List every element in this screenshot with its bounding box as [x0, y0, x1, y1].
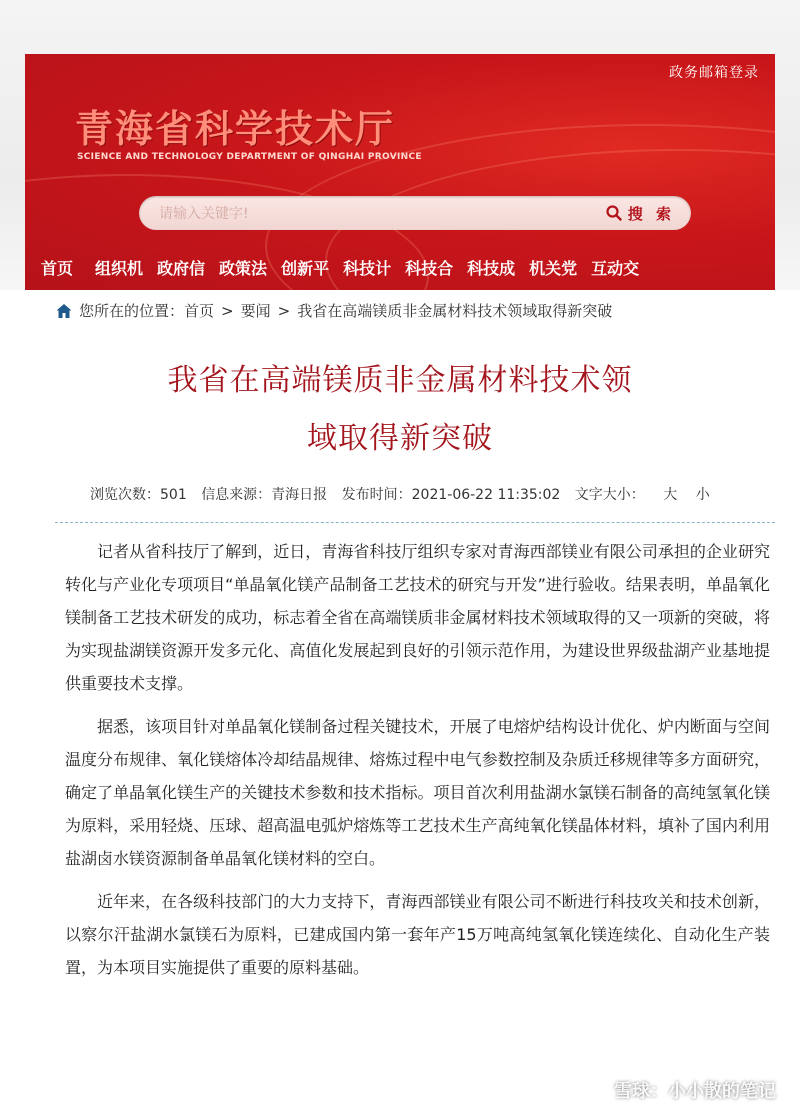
article-meta — [90, 484, 720, 504]
watermark — [586, 1077, 776, 1103]
site-title[interactable]: 青海省科学技术厅 — [75, 106, 396, 151]
publish-time: 发布时间：2021-06-22 11:35:02 — [341, 487, 561, 503]
home-icon — [55, 302, 73, 320]
breadcrumb — [55, 300, 612, 321]
nav-item-policy[interactable]: 政策法 — [219, 258, 268, 278]
breadcrumb-news-link[interactable]: 要闻 — [240, 302, 271, 320]
search-button[interactable] — [606, 202, 675, 224]
font-size-label: 文字大小： — [574, 487, 645, 503]
article-title-line: 我省在高端镁质非金属材料技术领 — [167, 363, 633, 398]
search-bar — [139, 196, 691, 230]
font-size-small-button[interactable]: 小 — [695, 487, 710, 503]
article-paragraph: 记者从省科技厅了解到，近日，青海省科技厅组织专家对青海西部镁业有限公司承担的企业研究转化与产业化专项项目“单晶氧化镁产品制备工艺技术的研究与开发”进行验收。结果表明，单晶氧化镁制备工艺技术研发的成功，标志着全省在高端镁质非金属材料技术领域取得的又一项新的突破，将为实现盐湖镁资源开发多元化、高值化发展起到良好的引领示范作用，为建设世界级盐湖产业基地提供重要技术支撑。 — [65, 542, 770, 693]
site-subtitle: SCIENCE AND TECHNOLOGY DEPARTMENT OF QINGHAI PROVINCE — [77, 152, 422, 162]
view-count: 浏览次数：501 — [90, 487, 187, 503]
nav-item-tech-achievement[interactable]: 科技成 — [467, 258, 516, 278]
site-header-banner — [25, 54, 775, 290]
article-body — [65, 535, 770, 994]
breadcrumb-separator: > — [277, 301, 291, 320]
breadcrumb-home-link[interactable]: 首页 — [184, 302, 215, 320]
watermark-text: 雪球：小小散的笔记 — [614, 1081, 776, 1102]
nav-item-innovation-platform[interactable]: 创新平 — [281, 258, 330, 278]
info-source: 信息来源：青海日报 — [201, 487, 328, 503]
nav-item-interaction[interactable]: 互动交 — [591, 258, 640, 278]
nav-item-tech-plan[interactable]: 科技计 — [343, 258, 392, 278]
article-paragraph: 据悉，该项目针对单晶氧化镁制备过程关键技术，开展了电熔炉结构设计优化、炉内断面与空间温度分布规律、氧化镁熔体冷却结晶规律、熔炼过程中电气参数控制及杂质迁移规律等多方面研究，确定了单晶氧化镁生产的关键技术参数和技术指标。项目首次利用盐湖水氯镁石制备的高纯氢氧化镁为原料，采用轻烧、压球、超高温电弧炉熔炼等工艺技术生产高纯氧化镁晶体材料，填补了国内利用盐湖卤水镁资源制备单晶氧化镁材料的空白。 — [65, 717, 770, 868]
breadcrumb-prefix: 您所在的位置： — [79, 302, 185, 320]
article-title — [0, 352, 800, 468]
snowball-icon — [586, 1079, 608, 1101]
nav-item-organization[interactable]: 组织机 — [95, 258, 144, 278]
font-size-large-button[interactable]: 大 — [663, 487, 678, 503]
search-icon — [606, 205, 622, 221]
search-input[interactable] — [157, 196, 581, 232]
main-nav — [25, 246, 775, 288]
meta-divider — [55, 522, 775, 523]
breadcrumb-separator: > — [221, 301, 234, 320]
nav-item-party[interactable]: 机关党 — [529, 258, 578, 278]
nav-item-gov-info[interactable]: 政府信 — [157, 258, 206, 278]
article-paragraph: 近年来，在各级科技部门的大力支持下，青海西部镁业有限公司不断进行科技攻关和技术创新，以察尔汗盐湖水氯镁石为原料，已建成国内第一套年产15万吨高纯氢氧化镁连续化、自动化生产装置，为本项目实施提供了重要的原料基础。 — [65, 892, 770, 977]
nav-item-tech-cooperation[interactable]: 科技合 — [405, 258, 454, 278]
nav-item-home[interactable]: 首页 — [41, 258, 74, 278]
breadcrumb-current: 我省在高端镁质非金属材料技术领域取得新突破 — [297, 302, 613, 320]
gov-mailbox-login-link[interactable]: 政务邮箱登录 — [669, 65, 759, 81]
search-button-label: 搜 索 — [627, 204, 675, 223]
article-title-line: 域取得新突破 — [307, 421, 493, 456]
